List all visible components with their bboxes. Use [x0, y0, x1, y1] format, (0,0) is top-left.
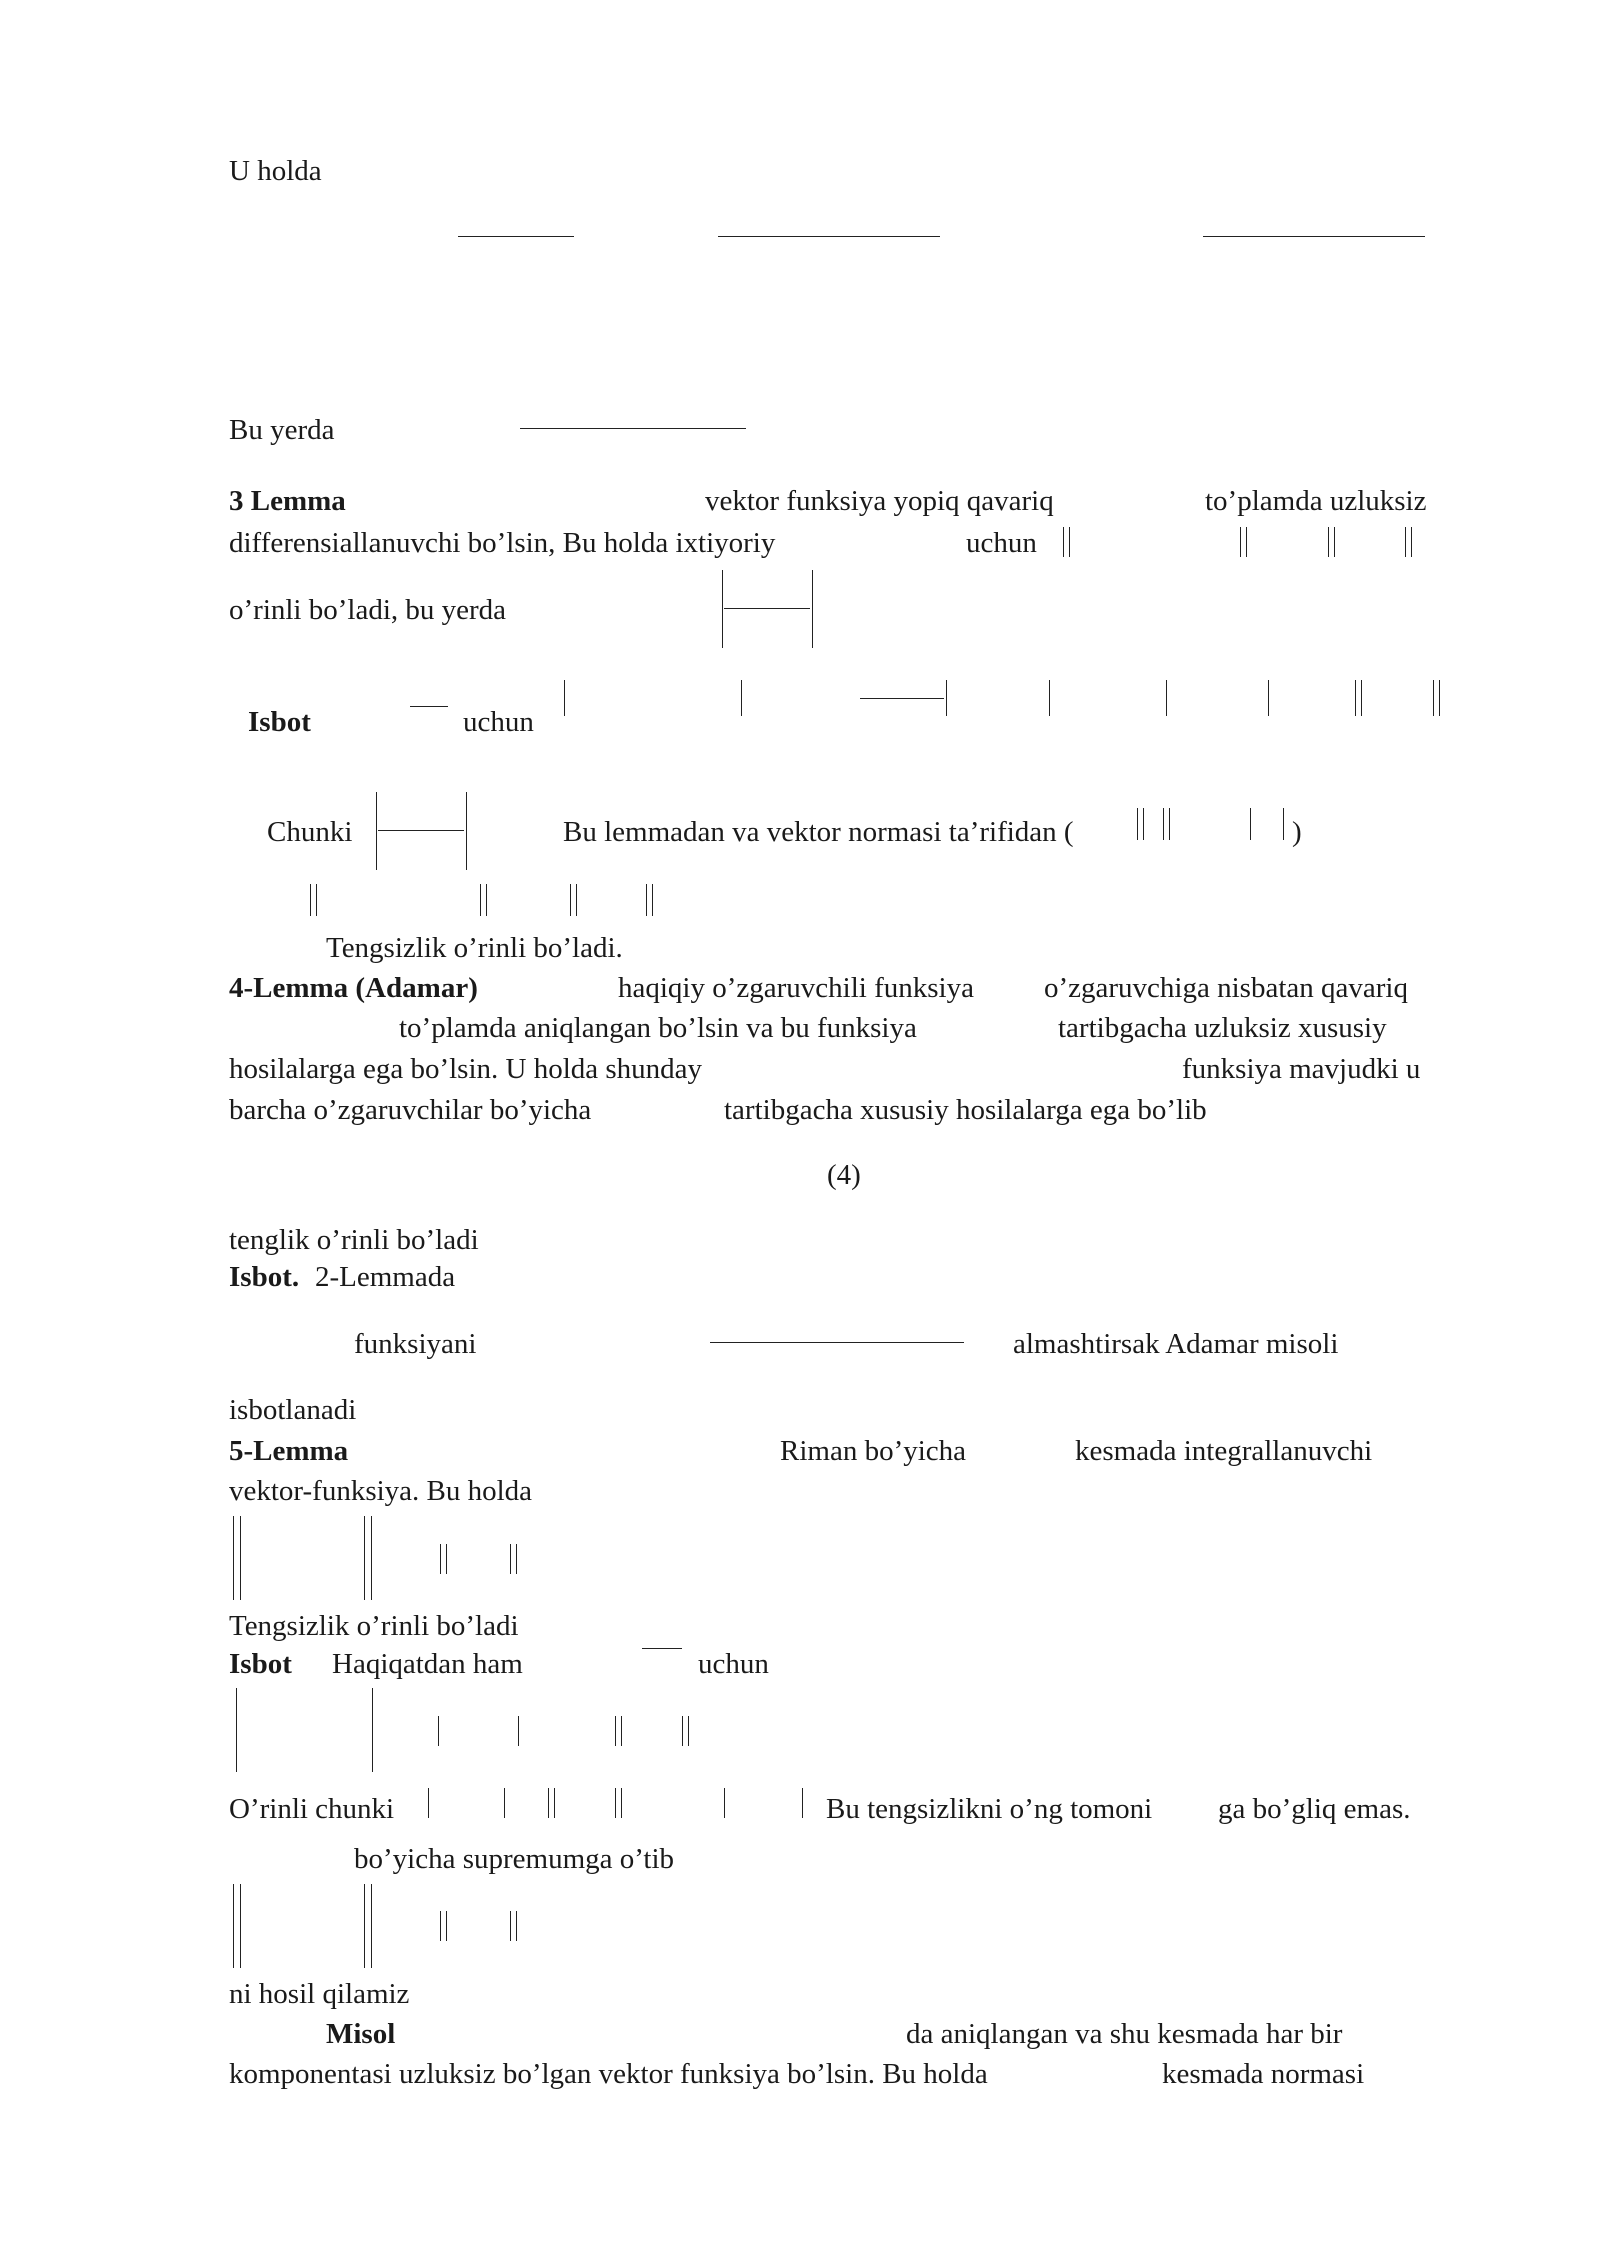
tengsizlik-1: Tengsizlik o’rinli bo’ladi.: [326, 932, 623, 964]
norm-bar: [310, 884, 311, 916]
abs-bar: [438, 1716, 439, 1746]
isbot3-title: Isbot: [229, 1648, 292, 1680]
norm-bar: [570, 884, 571, 916]
norm-bar: [516, 1911, 517, 1941]
lemma4-title: 4-Lemma (Adamar): [229, 972, 478, 1004]
isbot2-almash: almashtirsak Adamar misoli: [1013, 1328, 1339, 1360]
lemma4-frag6: funksiya mavjudki u: [1182, 1053, 1421, 1085]
norm-bar: [621, 1716, 622, 1746]
norm-bar: [615, 1716, 616, 1746]
norm-bar: [1355, 680, 1356, 716]
abs-bar: [372, 1688, 373, 1772]
abs-bar: [946, 680, 947, 716]
norm-bar: [516, 1544, 517, 1574]
abs-bar: [518, 1716, 519, 1746]
lemma4-after: tenglik o’rinli bo’ladi: [229, 1224, 479, 1256]
isbot2-title: Isbot.: [229, 1261, 300, 1293]
norm-bar: [548, 1788, 549, 1818]
norm-bar: [240, 1884, 241, 1968]
norm-bar: [240, 1516, 241, 1600]
norm-bar: [1143, 808, 1144, 840]
misol-frag2: kesmada normasi: [1162, 2058, 1365, 2090]
norm-bar: [364, 1516, 365, 1600]
norm-bar: [316, 884, 317, 916]
isbot2-text: 2-Lemmada: [315, 1261, 456, 1293]
abs-bar: [1049, 680, 1050, 716]
lemma4-frag7: barcha o’zgaruvchilar bo’yicha: [229, 1094, 592, 1126]
norm-bar: [1069, 527, 1070, 557]
norm-bar: [1411, 527, 1412, 557]
isbot3-text: Haqiqatdan ham: [332, 1648, 523, 1680]
norm-bar: [446, 1544, 447, 1574]
lemma4-frag2: o’zgaruvchiga nisbatan qavariq: [1044, 972, 1408, 1004]
lemma3-title: 3 Lemma: [229, 485, 346, 517]
norm-bar: [510, 1911, 511, 1941]
abs-bar: [802, 1788, 803, 1818]
norm-bar: [1137, 808, 1138, 840]
lemma5-frag2: kesmada integrallanuvchi: [1075, 1435, 1373, 1467]
lemma3-uchun: uchun: [966, 527, 1037, 559]
norm-bar: [1163, 808, 1164, 840]
norm-bar: [615, 1788, 616, 1818]
norm-bar: [1433, 680, 1434, 716]
abs-bar: [741, 680, 742, 716]
norm-bar: [371, 1516, 372, 1600]
bu-yerda-text: Bu yerda: [229, 414, 335, 446]
lemma3-frag2: to’plamda uzluksiz: [1205, 485, 1427, 517]
abs-bar: [466, 792, 467, 870]
misol-title: Misol: [326, 2018, 396, 2050]
norm-bar: [233, 1884, 234, 1968]
overline-bar: [410, 706, 448, 707]
lemma5-frag1: Riman bo’yicha: [780, 1435, 967, 1467]
lemma4-frag3: to’plamda aniqlangan bo’lsin va bu funksiya: [399, 1012, 917, 1044]
misol-frag1: da aniqlangan va shu kesmada har bir: [906, 2018, 1343, 2050]
isbot3-uchun: uchun: [698, 1648, 769, 1680]
misol-line2: komponentasi uzluksiz bo’lgan vektor funksiya bo’lsin. Bu holda: [229, 2058, 988, 2090]
norm-bar: [364, 1884, 365, 1968]
abs-bar: [428, 1788, 429, 1818]
norm-bar: [1334, 527, 1335, 557]
norm-bar: [576, 884, 577, 916]
tengsizlik-2: Tengsizlik o’rinli bo’ladi: [229, 1610, 519, 1642]
abs-bar: [812, 570, 813, 648]
abs-bar: [724, 1788, 725, 1818]
chunki-close: ): [1292, 816, 1302, 848]
overline-bar: [642, 1648, 682, 1649]
abs-bar: [376, 792, 377, 870]
abs-bar: [1166, 680, 1167, 716]
norm-bar: [1439, 680, 1440, 716]
isbot1-title: Isbot: [248, 706, 311, 738]
abs-bar: [1250, 808, 1251, 840]
lemma4-frag1: haqiqiy o’zgaruvchili funksiya: [618, 972, 974, 1004]
norm-bar: [688, 1716, 689, 1746]
norm-bar: [480, 884, 481, 916]
orinli-text1: Bu tengsizlikni o’ng tomoni: [826, 1793, 1153, 1825]
norm-bar: [446, 1911, 447, 1941]
norm-bar: [486, 884, 487, 916]
lemma3-frag1: vektor funksiya yopiq qavariq: [705, 485, 1054, 517]
lemma3-line3: o’rinli bo’ladi, bu yerda: [229, 594, 507, 626]
lemma4-frag5: hosilalarga ega bo’lsin. U holda shunday: [229, 1053, 703, 1085]
lemma5-line2: vektor-funksiya. Bu holda: [229, 1475, 533, 1507]
norm-bar: [652, 884, 653, 916]
norm-bar: [440, 1911, 441, 1941]
norm-bar: [1361, 680, 1362, 716]
norm-bar: [646, 884, 647, 916]
norm-bar: [1328, 527, 1329, 557]
orinli-word: O’rinli chunki: [229, 1793, 395, 1825]
fraction-bar: [458, 236, 574, 237]
norm-bar: [1405, 527, 1406, 557]
abs-bar: [1283, 808, 1284, 840]
lemma5-title: 5-Lemma: [229, 1435, 349, 1467]
norm-bar: [371, 1884, 372, 1968]
fraction-bar: [710, 1342, 964, 1343]
abs-bar: [564, 680, 565, 716]
lemma4-frag4: tartibgacha uzluksiz xususiy: [1058, 1012, 1387, 1044]
norm-bar: [1240, 527, 1241, 557]
abs-bar: [1268, 680, 1269, 716]
norm-bar: [510, 1544, 511, 1574]
norm-bar: [1063, 527, 1064, 557]
norm-bar: [682, 1716, 683, 1746]
fraction-bar: [1203, 236, 1425, 237]
abs-bar: [722, 570, 723, 648]
fraction-bar: [860, 698, 944, 699]
lemma3-line2: differensiallanuvchi bo’lsin, Bu holda ixtiyoriy: [229, 527, 776, 559]
fraction-bar: [520, 428, 746, 429]
isbot1-uchun: uchun: [463, 706, 534, 738]
fraction-bar: [718, 236, 940, 237]
isbot2-isbotlanadi: isbotlanadi: [229, 1394, 357, 1426]
norm-bar: [554, 1788, 555, 1818]
abs-bar: [504, 1788, 505, 1818]
equation-number: (4): [827, 1159, 861, 1191]
fraction-bar: [378, 830, 464, 831]
fraction-bar: [724, 608, 810, 609]
norm-bar: [440, 1544, 441, 1574]
chunki-text: Bu lemmadan va vektor normasi ta’rifidan (: [563, 816, 1074, 848]
abs-bar: [236, 1688, 237, 1772]
lemma4-frag8: tartibgacha xususiy hosilalarga ega bo’lib: [724, 1094, 1207, 1126]
norm-bar: [1169, 808, 1170, 840]
orinli-text2: ga bo’gliq emas.: [1218, 1793, 1411, 1825]
u-holda-text: U holda: [229, 155, 322, 187]
orinli-hosil: ni hosil qilamiz: [229, 1978, 410, 2010]
chunki-word: Chunki: [267, 816, 353, 848]
isbot2-funksiyani: funksiyani: [354, 1328, 477, 1360]
norm-bar: [621, 1788, 622, 1818]
norm-bar: [233, 1516, 234, 1600]
norm-bar: [1246, 527, 1247, 557]
orinli-text3: bo’yicha supremumga o’tib: [354, 1843, 675, 1875]
